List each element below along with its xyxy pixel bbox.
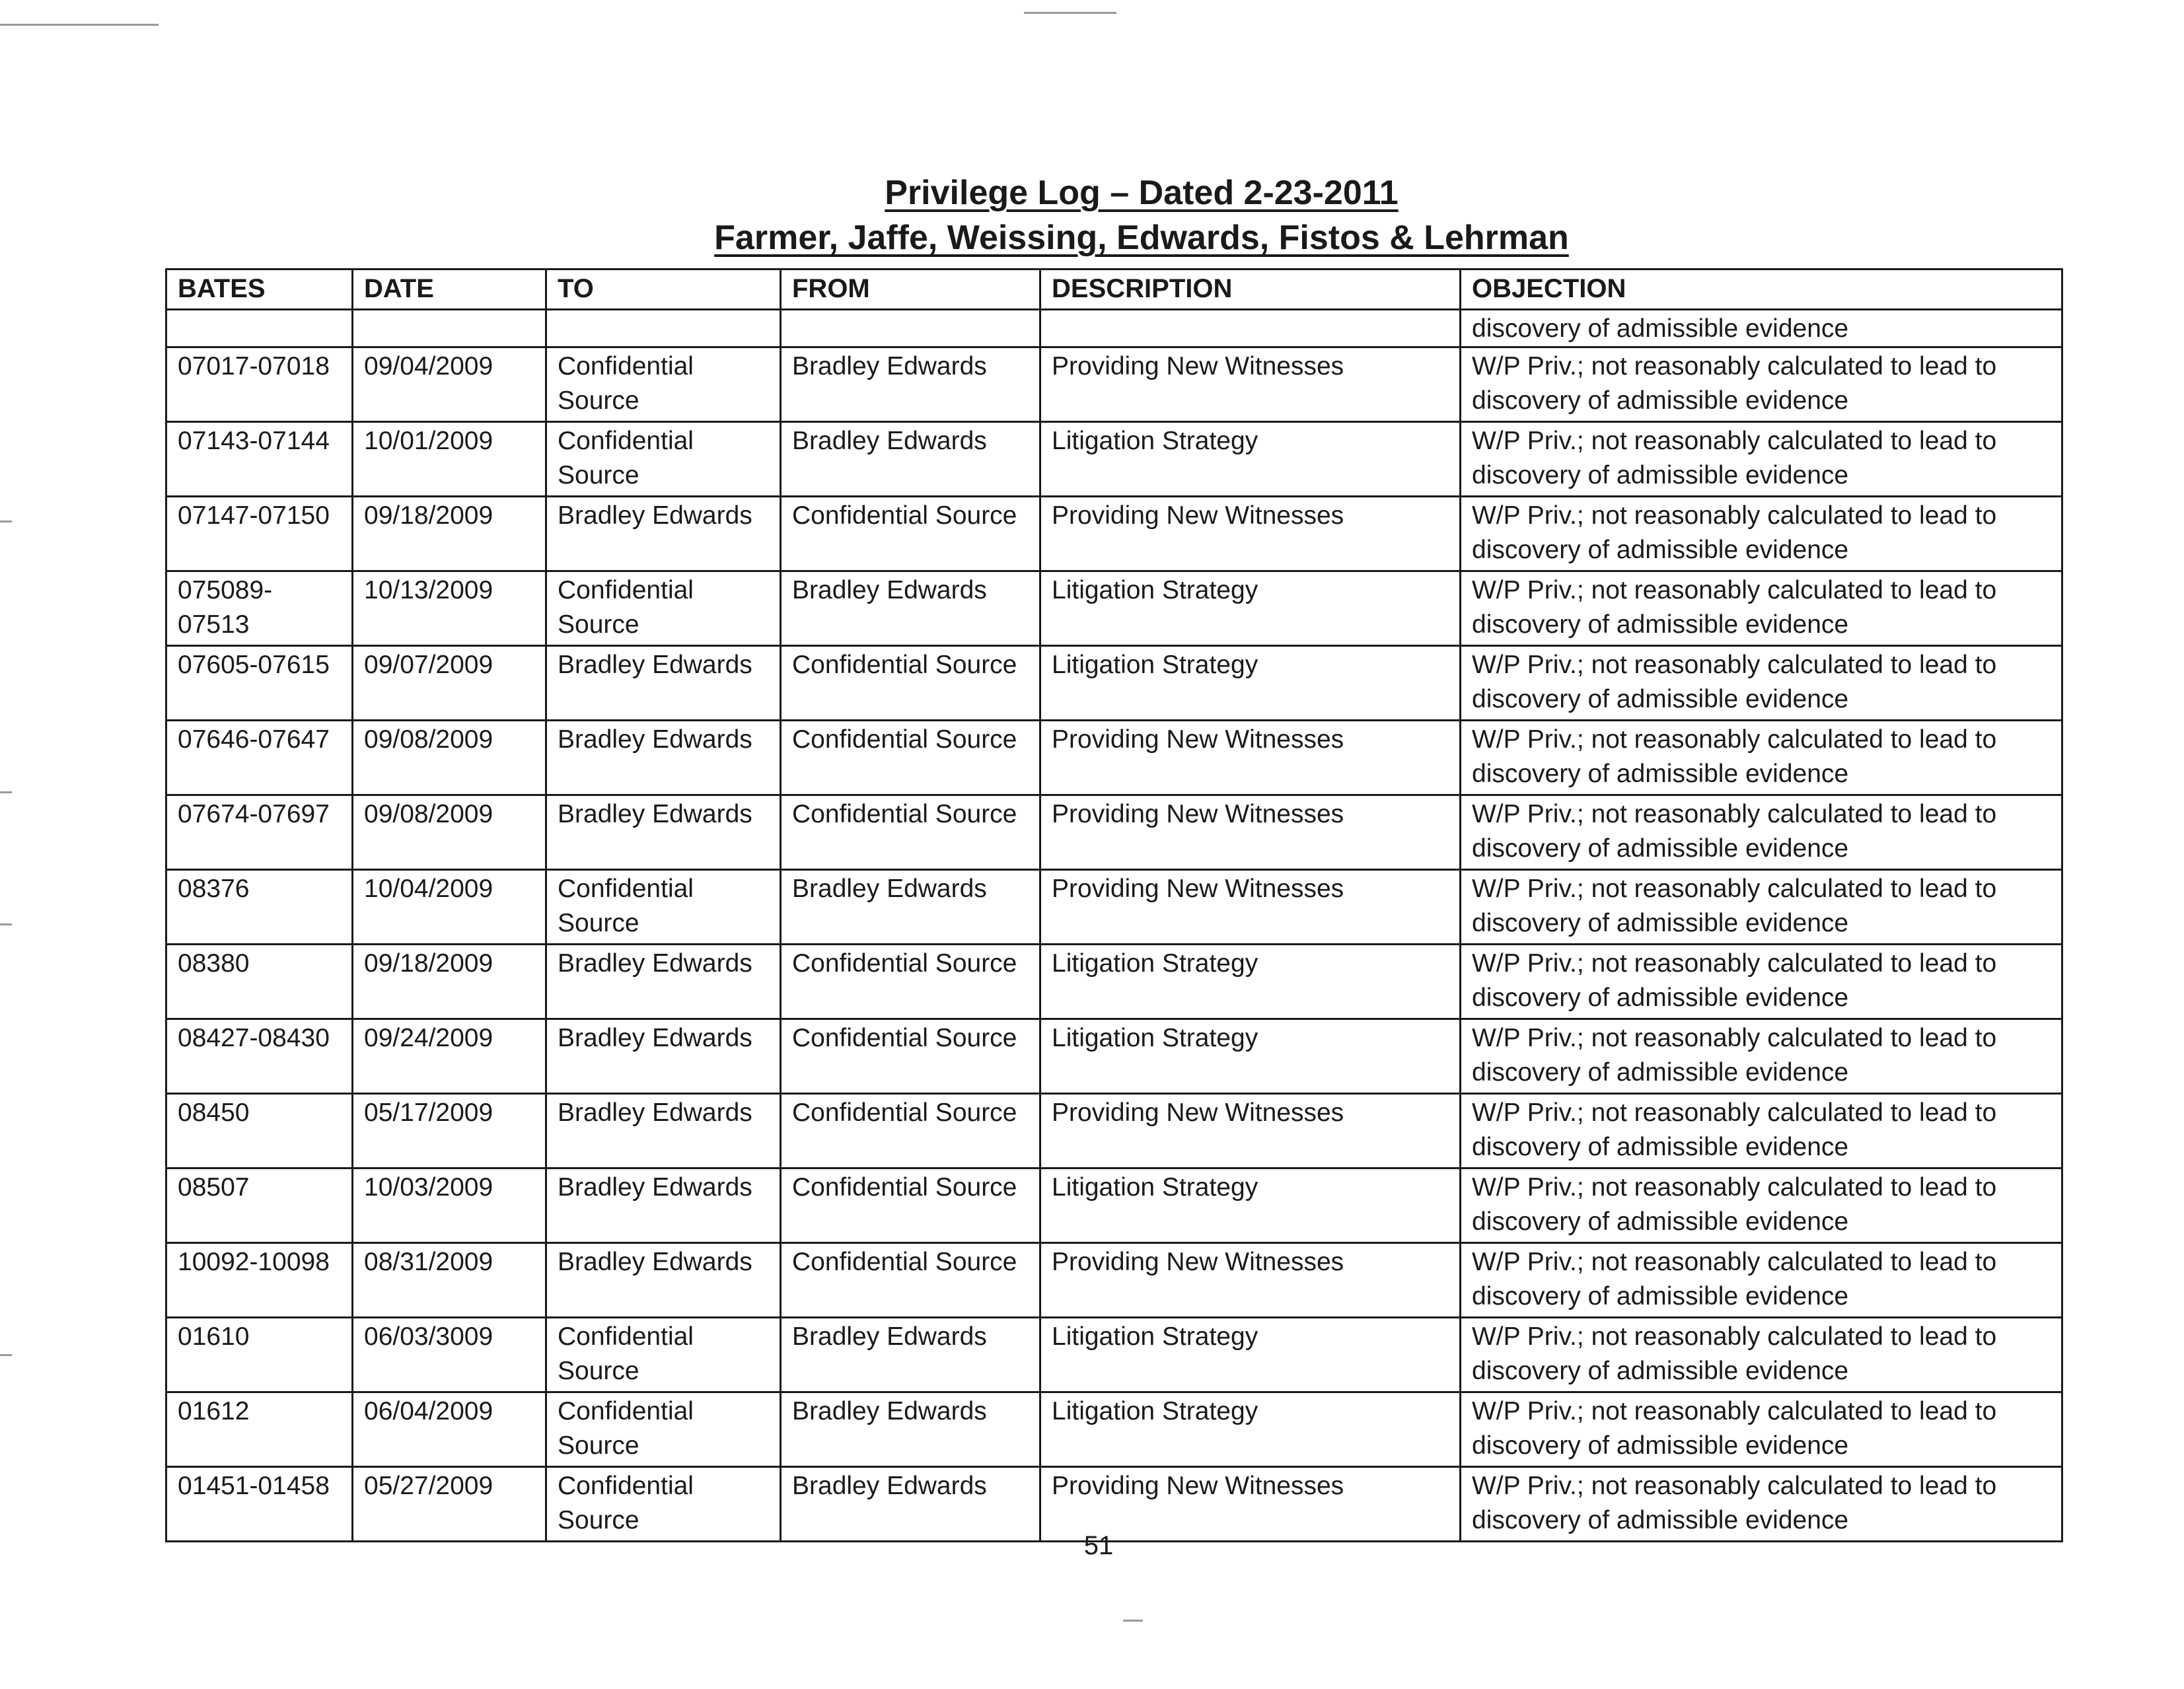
from-cell: Bradley Edwards (781, 422, 1040, 497)
bates-cell: 07605-07615 (166, 646, 353, 721)
objection-cell: W/P Priv.; not reasonably calculated to lead to discovery of admissible evidence (1461, 571, 2062, 646)
date-cell: 10/01/2009 (353, 422, 546, 497)
table-row (166, 870, 2062, 945)
column-header-bates: BATES (166, 270, 353, 310)
to-cell: Confidential Source (546, 870, 781, 945)
bates-cell: 08427-08430 (166, 1019, 353, 1094)
description-cell: Litigation Strategy (1040, 1019, 1461, 1094)
objection-cell: W/P Priv.; not reasonably calculated to lead to discovery of admissible evidence (1461, 1467, 2062, 1542)
table-cell (166, 310, 353, 347)
description-cell: Providing New Witnesses (1040, 1094, 1461, 1168)
description-cell: Providing New Witnesses (1040, 1243, 1461, 1318)
from-cell: Confidential Source (781, 1243, 1040, 1318)
scan-artifact-left (0, 1354, 12, 1356)
to-cell: Confidential Source (546, 571, 781, 646)
to-cell: Bradley Edwards (546, 1243, 781, 1318)
scan-artifact-left (0, 923, 12, 925)
to-cell: Bradley Edwards (546, 646, 781, 721)
date-cell: 10/04/2009 (353, 870, 546, 945)
from-cell: Bradley Edwards (781, 571, 1040, 646)
description-cell: Litigation Strategy (1040, 571, 1461, 646)
bates-cell: 01612 (166, 1392, 353, 1467)
description-cell: Providing New Witnesses (1040, 347, 1461, 422)
scan-artifact-bottom (1123, 1620, 1143, 1622)
column-header-description: DESCRIPTION (1040, 270, 1461, 310)
date-cell: 05/17/2009 (353, 1094, 546, 1168)
objection-cell: W/P Priv.; not reasonably calculated to lead to discovery of admissible evidence (1461, 795, 2062, 870)
column-header-objection: OBJECTION (1461, 270, 2062, 310)
bates-cell: 075089-07513 (166, 571, 353, 646)
date-cell: 09/08/2009 (353, 795, 546, 870)
objection-cell: W/P Priv.; not reasonably calculated to lead to discovery of admissible evidence (1461, 945, 2062, 1019)
from-cell: Confidential Source (781, 945, 1040, 1019)
scan-artifact-top (1024, 12, 1116, 14)
to-cell: Confidential Source (546, 347, 781, 422)
objection-cell: W/P Priv.; not reasonably calculated to lead to discovery of admissible evidence (1461, 721, 2062, 795)
description-cell: Litigation Strategy (1040, 945, 1461, 1019)
objection-cell: W/P Priv.; not reasonably calculated to lead to discovery of admissible evidence (1461, 1318, 2062, 1392)
table-row (166, 347, 2062, 422)
objection-cell: W/P Priv.; not reasonably calculated to lead to discovery of admissible evidence (1461, 1094, 2062, 1168)
to-cell: Bradley Edwards (546, 945, 781, 1019)
bates-cell: 08376 (166, 870, 353, 945)
table-cell (781, 310, 1040, 347)
bates-cell: 07646-07647 (166, 721, 353, 795)
objection-cell: W/P Priv.; not reasonably calculated to lead to discovery of admissible evidence (1461, 1019, 2062, 1094)
from-cell: Confidential Source (781, 497, 1040, 571)
from-cell: Confidential Source (781, 1168, 1040, 1243)
objection-cell: W/P Priv.; not reasonably calculated to lead to discovery of admissible evidence (1461, 497, 2062, 571)
description-cell: Providing New Witnesses (1040, 870, 1461, 945)
to-cell: Bradley Edwards (546, 1094, 781, 1168)
to-cell: Bradley Edwards (546, 795, 781, 870)
table-header-row (166, 270, 2062, 310)
to-cell: Bradley Edwards (546, 1168, 781, 1243)
from-cell: Bradley Edwards (781, 1392, 1040, 1467)
from-cell: Confidential Source (781, 795, 1040, 870)
table-row (166, 1243, 2062, 1318)
document-title: Privilege Log – Dated 2-23-2011 (885, 174, 1399, 212)
column-header-date: DATE (353, 270, 546, 310)
description-cell: Providing New Witnesses (1040, 721, 1461, 795)
objection-cell: W/P Priv.; not reasonably calculated to lead to discovery of admissible evidence (1461, 347, 2062, 422)
description-cell: Litigation Strategy (1040, 1318, 1461, 1392)
from-cell: Bradley Edwards (781, 347, 1040, 422)
description-cell: Litigation Strategy (1040, 1168, 1461, 1243)
date-cell: 06/03/3009 (353, 1318, 546, 1392)
date-cell: 09/18/2009 (353, 945, 546, 1019)
bates-cell: 08450 (166, 1094, 353, 1168)
from-cell: Bradley Edwards (781, 1318, 1040, 1392)
date-cell: 09/07/2009 (353, 646, 546, 721)
to-cell: Bradley Edwards (546, 721, 781, 795)
from-cell: Confidential Source (781, 646, 1040, 721)
date-cell: 09/04/2009 (353, 347, 546, 422)
date-cell: 09/08/2009 (353, 721, 546, 795)
table-row (166, 571, 2062, 646)
from-cell: Confidential Source (781, 1019, 1040, 1094)
document-subtitle: Farmer, Jaffe, Weissing, Edwards, Fistos & Lehrman (714, 219, 1569, 257)
table-row (166, 646, 2062, 721)
table-cell (1040, 310, 1461, 347)
objection-cell: W/P Priv.; not reasonably calculated to lead to discovery of admissible evidence (1461, 870, 2062, 945)
from-cell: Bradley Edwards (781, 1467, 1040, 1542)
carryover-row (166, 310, 2062, 347)
table-row (166, 945, 2062, 1019)
scan-artifact-top (0, 24, 159, 26)
privilege-log-table (165, 268, 2063, 1542)
scan-artifact-left (0, 791, 12, 793)
table-cell (353, 310, 546, 347)
table-row (166, 721, 2062, 795)
from-cell: Confidential Source (781, 721, 1040, 795)
bates-cell: 07674-07697 (166, 795, 353, 870)
document-header (0, 170, 2184, 260)
description-cell: Litigation Strategy (1040, 422, 1461, 497)
bates-cell: 01610 (166, 1318, 353, 1392)
from-cell: Confidential Source (781, 1094, 1040, 1168)
date-cell: 09/24/2009 (353, 1019, 546, 1094)
date-cell: 10/13/2009 (353, 571, 546, 646)
to-cell: Confidential Source (546, 1467, 781, 1542)
bates-cell: 08507 (166, 1168, 353, 1243)
description-cell: Providing New Witnesses (1040, 795, 1461, 870)
to-cell: Bradley Edwards (546, 497, 781, 571)
objection-cell: W/P Priv.; not reasonably calculated to lead to discovery of admissible evidence (1461, 1243, 2062, 1318)
objection-cell: W/P Priv.; not reasonably calculated to lead to discovery of admissible evidence (1461, 1168, 2062, 1243)
table-row (166, 422, 2062, 497)
table-row (166, 1318, 2062, 1392)
objection-cell: W/P Priv.; not reasonably calculated to lead to discovery of admissible evidence (1461, 422, 2062, 497)
bates-cell: 08380 (166, 945, 353, 1019)
description-cell: Providing New Witnesses (1040, 1467, 1461, 1542)
objection-cell: W/P Priv.; not reasonably calculated to lead to discovery of admissible evidence (1461, 1392, 2062, 1467)
table-row (166, 497, 2062, 571)
bates-cell: 07147-07150 (166, 497, 353, 571)
column-header-from: FROM (781, 270, 1040, 310)
table-row (166, 1467, 2062, 1542)
date-cell: 06/04/2009 (353, 1392, 546, 1467)
table-row (166, 1168, 2062, 1243)
to-cell: Confidential Source (546, 422, 781, 497)
bates-cell: 07017-07018 (166, 347, 353, 422)
objection-cell: W/P Priv.; not reasonably calculated to lead to discovery of admissible evidence (1461, 646, 2062, 721)
date-cell: 09/18/2009 (353, 497, 546, 571)
table-cell (546, 310, 781, 347)
date-cell: 08/31/2009 (353, 1243, 546, 1318)
table-row (166, 795, 2062, 870)
table-row (166, 1392, 2062, 1467)
page-number: 51 (1083, 1531, 1114, 1560)
bates-cell: 07143-07144 (166, 422, 353, 497)
description-cell: Litigation Strategy (1040, 646, 1461, 721)
from-cell: Bradley Edwards (781, 870, 1040, 945)
bates-cell: 10092-10098 (166, 1243, 353, 1318)
date-cell: 05/27/2009 (353, 1467, 546, 1542)
bates-cell: 01451-01458 (166, 1467, 353, 1542)
table-row (166, 1094, 2062, 1168)
to-cell: Bradley Edwards (546, 1019, 781, 1094)
carryover-objection: discovery of admissible evidence (1461, 310, 2062, 347)
to-cell: Confidential Source (546, 1392, 781, 1467)
description-cell: Providing New Witnesses (1040, 497, 1461, 571)
to-cell: Confidential Source (546, 1318, 781, 1392)
scan-artifact-left (0, 521, 12, 522)
table-row (166, 1019, 2062, 1094)
column-header-to: TO (546, 270, 781, 310)
description-cell: Litigation Strategy (1040, 1392, 1461, 1467)
date-cell: 10/03/2009 (353, 1168, 546, 1243)
